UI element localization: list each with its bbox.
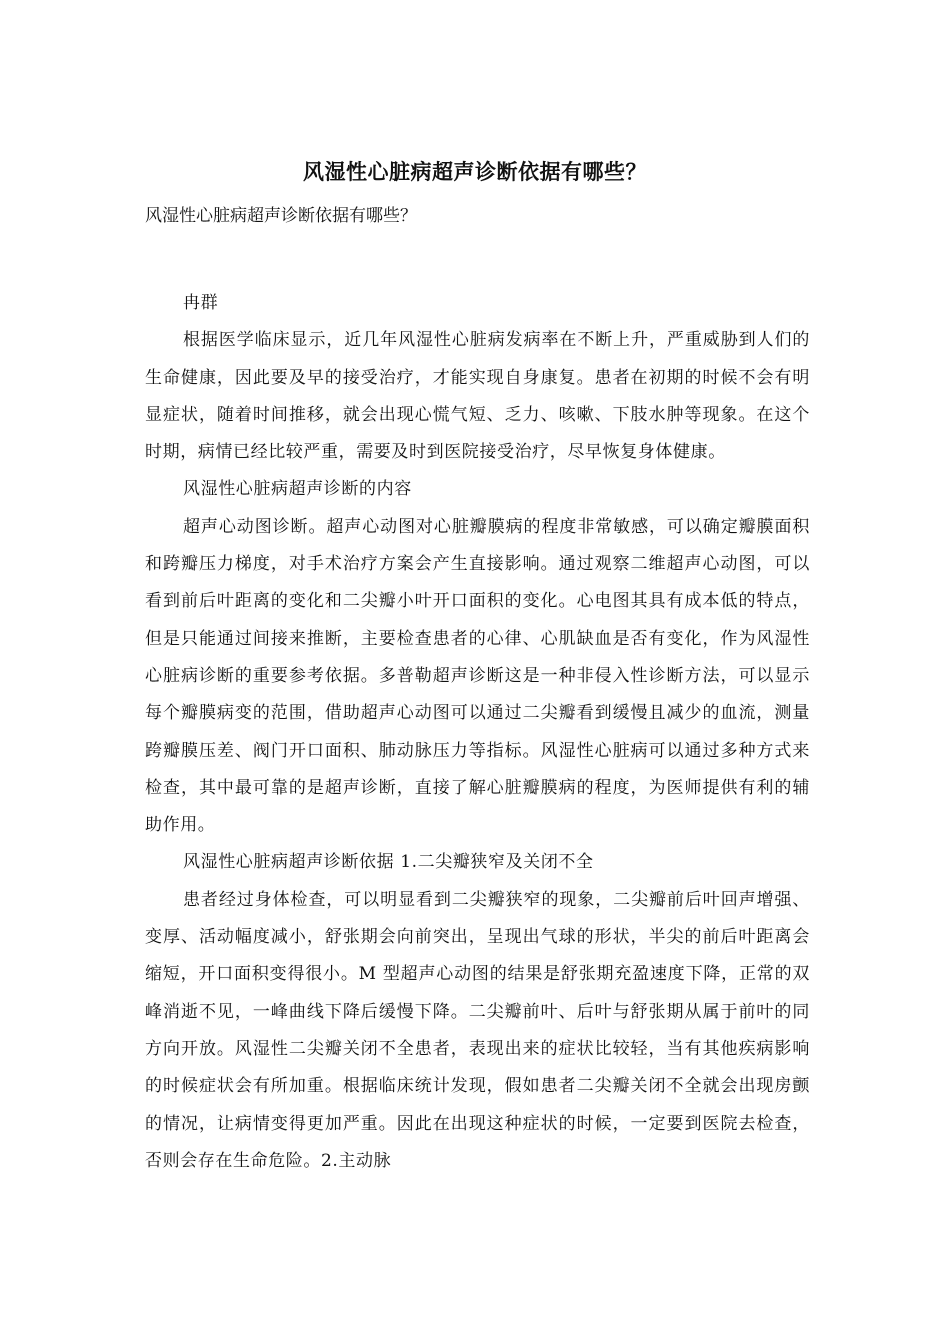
document-subtitle: 风湿性心脏病超声诊断依据有哪些？ <box>145 206 417 226</box>
author-name: 冉群 <box>183 293 219 313</box>
section-heading-content: 风湿性心脏病超声诊断的内容 <box>183 479 412 500</box>
paragraph-echocardiography: 超声心动图诊断。超声心动图对心脏瓣膜病的程度非常敏感，可以确定瓣膜面积和跨瓣压力梯度，对手术治疗方案会产生直接影响。通过观察二维超声心动图，可以看到前后叶距离的变化和二尖瓣小叶开口面积的变化。心电图其具有成本低的特点，但是只能通过间接来推断，主要检查患者的心律、心肌缺血是否有变化，作为风湿性心脏病诊断的重要参考依据。多普勒超声诊断这是一种非侵入性诊断方法，可以显示每个瓣膜病变的范围，借助超声心动图可以通过二尖瓣看到缓慢且减少的血流，测量跨瓣膜压差、阀门开口面积、肺动脉压力等指标。风湿性心脏病可以通过多种方式来检查，其中最可靠的是超声诊断，直接了解心脏瓣膜病的程度，为医师提供有利的辅助作用。 <box>145 516 810 836</box>
paragraph-intro: 根据医学临床显示，近几年风湿性心脏病发病率在不断上升，严重威胁到人们的生命健康，因此要及早的接受治疗，才能实现自身康复。患者在初期的时候不会有明显症状，随着时间推移，就会出现心慌气短、乏力、咳嗽、下肢水肿等现象。在这个时期，病情已经比较严重，需要及时到医院接受治疗，尽早恢复身体健康。 <box>145 330 810 463</box>
document-body <box>145 199 810 1180</box>
section-heading-criteria: 风湿性心脏病超声诊断依据 1.二尖瓣狭窄及关闭不全 <box>183 852 594 873</box>
paragraph-mitral-valve: 患者经过身体检查，可以明显看到二尖瓣狭窄的现象，二尖瓣前后叶回声增强、变厚、活动幅度减小，舒张期会向前突出，呈现出气球的形状，半尖的前后叶距离会缩短，开口面积变得很小。M 型超声心动图的结果是舒张期充盈速度下降，正常的双峰消逝不见，一峰曲线下降后缓慢下降。二尖瓣前叶、后叶与舒张期从属于前叶的同方向开放。风湿性二尖瓣关闭不全患者，表现出来的症状比较轻，当有其他疾病影响的时候症状会有所加重。根据临床统计发现，假如患者二尖瓣关闭不全就会出现房颤的情况，让病情变得更加严重。因此在出现这种症状的时候，一定要到医院去检查，否则会存在生命危险。2.主动脉 <box>145 889 810 1171</box>
document-title: 风湿性心脏病超声诊断依据有哪些？ <box>303 159 647 184</box>
